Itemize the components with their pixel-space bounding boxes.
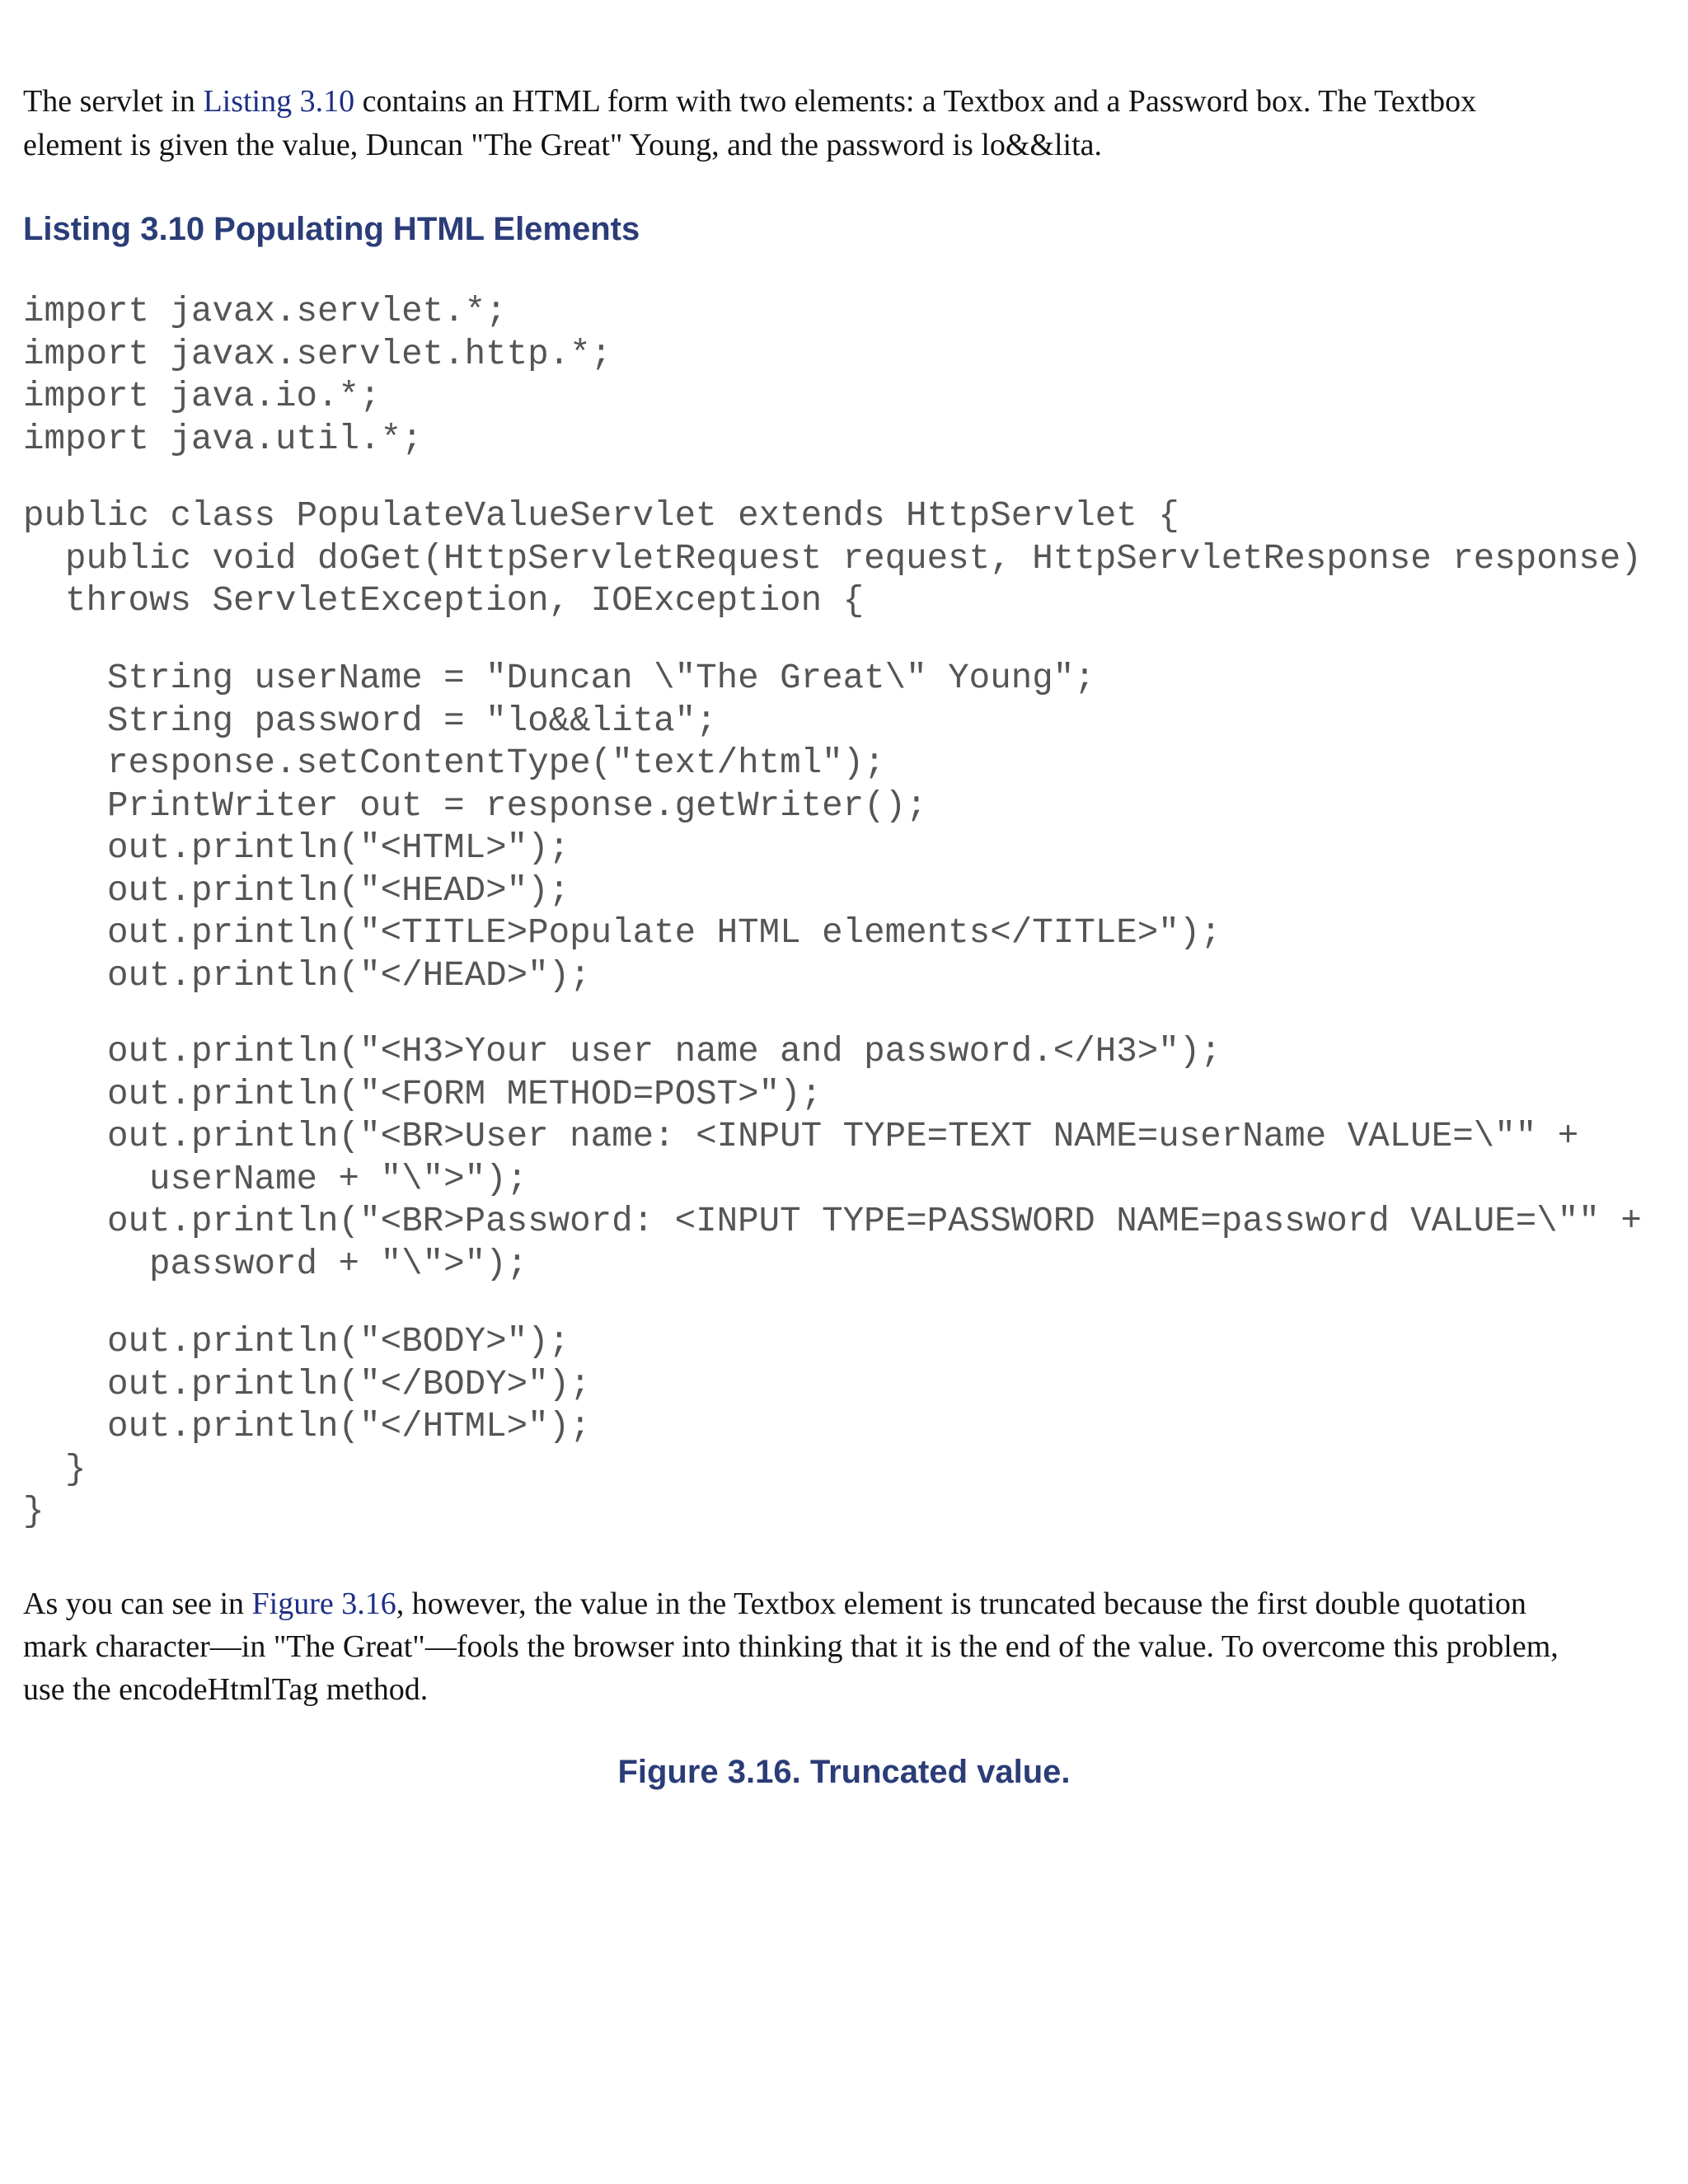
code-form-block: out.println("<H3>Your user name and password.</H3>"); out.println("<FORM METHOD=POST>"); out.println("<BR>User name: <INPUT TYPE=TEXT NAME=userName VALUE=\"" + userName + "\">"); out.println("<BR>Password: <INPUT TYPE=PASSWORD NAME=password VALUE=\"" + password + "\">"); — [107, 1032, 1642, 1284]
outro-text-end: , however, the value in the Textbox element is truncated because the first double quotation — [396, 1586, 1526, 1621]
code-class-declaration: public class PopulateValueServlet extends HttpServlet { public void doGet(HttpServletRequest request, HttpServletResponse response) throws ServletException, IOException { — [23, 496, 1642, 621]
intro-line-1 — [23, 80, 1663, 124]
outro-line-1 — [23, 1582, 1663, 1625]
outro-line-2: mark character—in "The Great"—fools the browser into thinking that it is the end of the value. To overcome this problem, — [23, 1629, 1559, 1664]
outro-paragraph — [23, 1582, 1663, 1711]
outro-line-3: use the encodeHtmlTag method. — [23, 1672, 429, 1707]
listing-3-10-link[interactable]: Listing 3.10 — [203, 84, 355, 119]
code-setup-block: String userName = "Duncan \"The Great\" Young"; String password = "lo&&lita"; response.setContentType("text/html"); PrintWriter out = response.getWriter(); out.println("<HTML>"); out.println("<HEAD>"); out.println("<TITLE>Populate HTML elements</TITLE>"); out.println("</HEAD>"); — [107, 658, 1221, 996]
outro-text-start: As you can see in — [23, 1586, 252, 1621]
figure-caption: Figure 3.16. Truncated value. — [617, 1754, 1071, 1790]
listing-title: Listing 3.10 Populating HTML Elements — [23, 211, 640, 247]
intro-text-start: The servlet in — [23, 84, 204, 119]
intro-text-end: contains an HTML form with two elements: a Textbox and a Password box. The Textbox — [354, 84, 1477, 119]
code-imports: import javax.servlet.*; import javax.servlet.http.*; import java.io.*; import java.util.*; — [23, 292, 612, 459]
code-closing-block: out.println("<BODY>"); out.println("</BODY>"); out.println("</HTML>"); } } — [23, 1322, 591, 1531]
intro-paragraph — [23, 80, 1663, 167]
intro-line-2: element is given the value, Duncan "The Great" Young, and the password is lo&&lita. — [23, 128, 1103, 162]
figure-3-16-link[interactable]: Figure 3.16 — [251, 1586, 396, 1621]
